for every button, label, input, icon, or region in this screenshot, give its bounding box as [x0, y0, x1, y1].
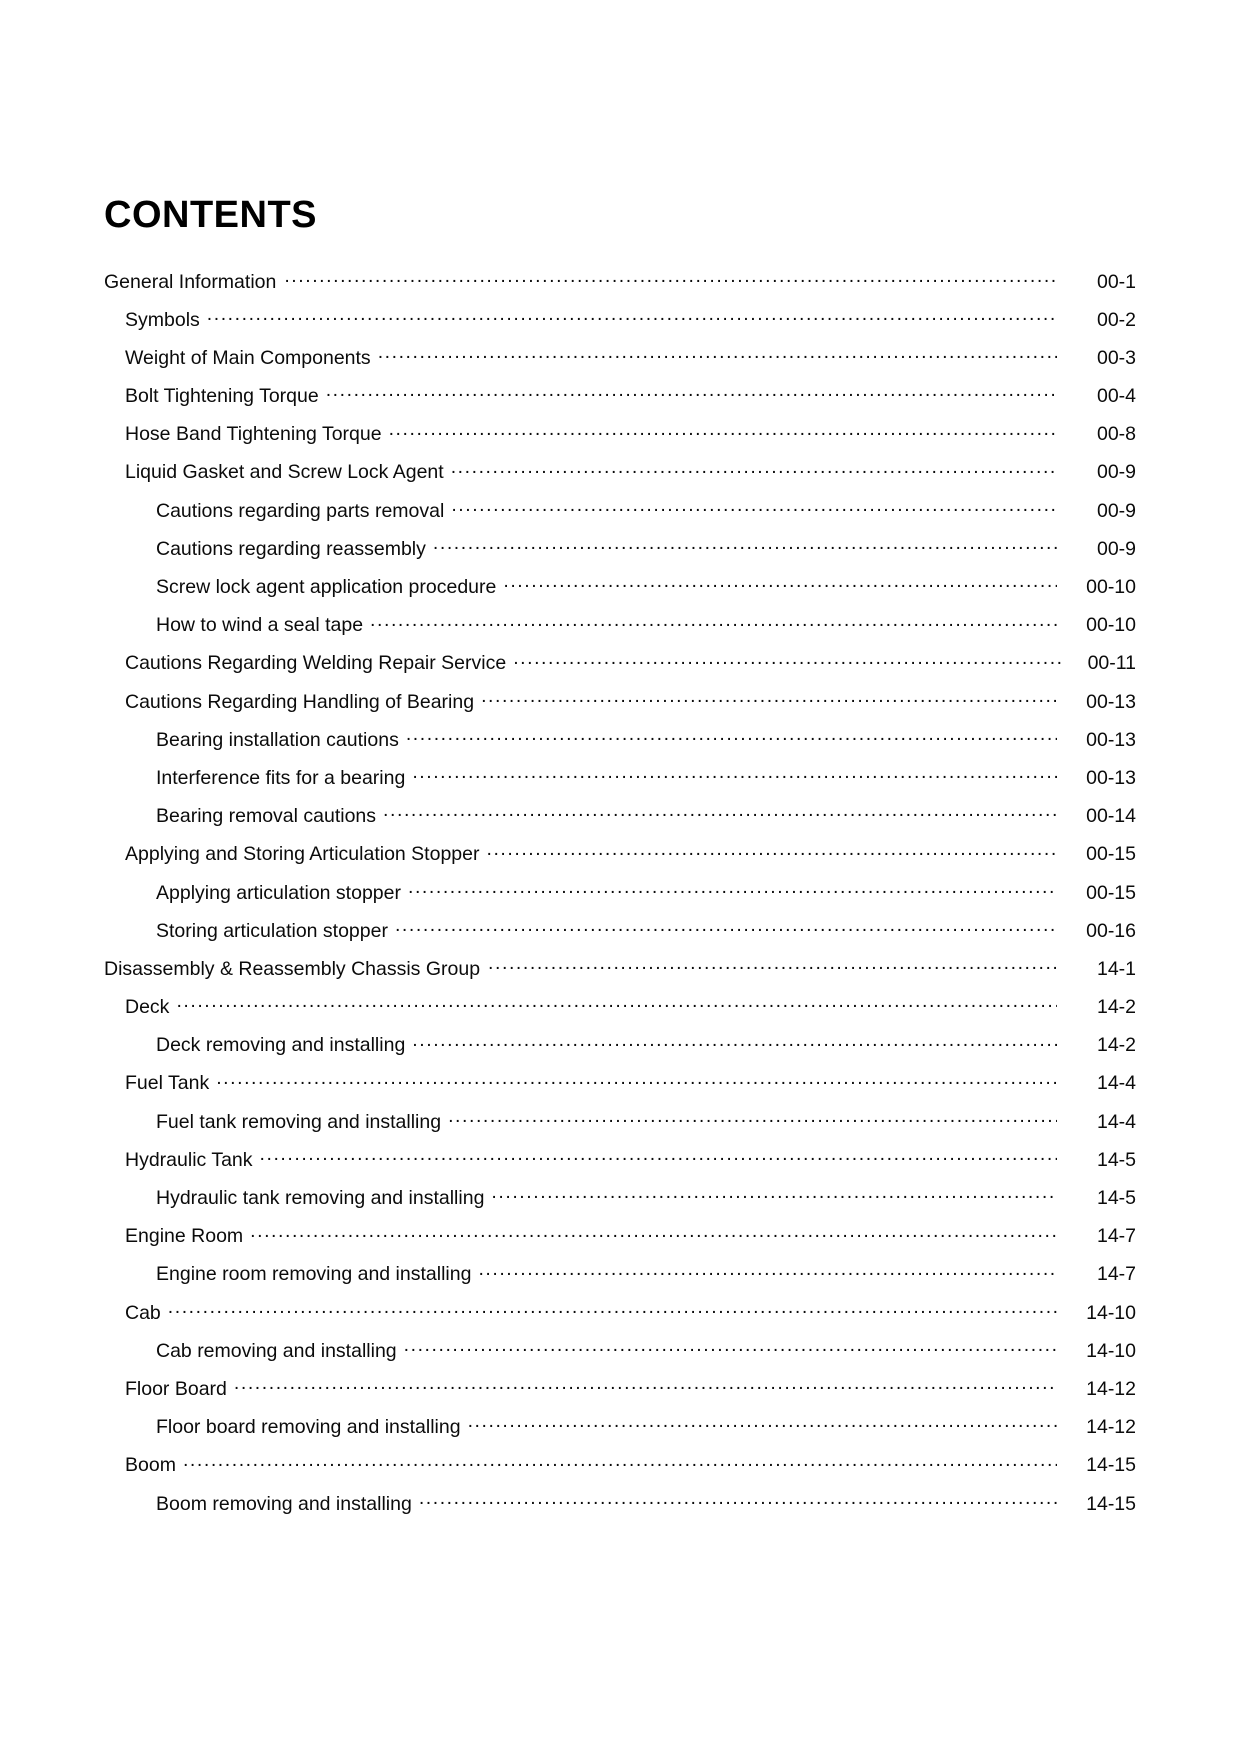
toc-entry-page-number: 14-1	[1096, 957, 1136, 980]
toc-entry-label: Bearing removal cautions	[156, 805, 377, 828]
toc-leader-dots	[404, 1337, 1057, 1357]
toc-entry-label: Boom removing and installing	[156, 1492, 412, 1515]
toc-leader-dots	[176, 994, 1057, 1014]
toc-leader-dots	[395, 917, 1057, 937]
toc-entry-label: Disassembly & Reassembly Chassis Group	[104, 957, 481, 980]
toc-entry-label: Applying and Storing Articulation Stopper	[125, 843, 480, 866]
toc-entry[interactable]	[156, 535, 1136, 559]
toc-entry-page-number: 14-7	[1096, 1225, 1136, 1248]
toc-leader-dots	[389, 421, 1057, 441]
toc-entry-page-number: 00-9	[1096, 461, 1136, 484]
toc-entry-label: Cautions Regarding Handling of Bearing	[125, 690, 475, 713]
toc-entry-label: Floor board removing and installing	[156, 1416, 461, 1439]
toc-entry[interactable]	[125, 306, 1136, 330]
toc-leader-dots	[419, 1490, 1057, 1510]
toc-entry[interactable]	[156, 574, 1136, 598]
toc-leader-dots	[513, 650, 1064, 670]
toc-entry-label: Engine room removing and installing	[156, 1263, 472, 1286]
toc-entry[interactable]	[125, 421, 1136, 445]
toc-entry-page-number: 00-16	[1086, 919, 1136, 942]
toc-entry[interactable]	[156, 1108, 1136, 1132]
toc-entry[interactable]	[156, 1032, 1136, 1056]
toc-leader-dots	[216, 1070, 1057, 1090]
toc-leader-dots	[412, 1032, 1057, 1052]
toc-entry-label: Symbols	[125, 308, 200, 331]
toc-entry[interactable]	[125, 1223, 1136, 1247]
toc-entry-page-number: 14-15	[1086, 1492, 1136, 1515]
toc-entry-page-number: 14-2	[1096, 996, 1136, 1019]
toc-entry-label: How to wind a seal tape	[156, 614, 364, 637]
toc-leader-dots	[503, 574, 1057, 594]
toc-entry[interactable]	[156, 803, 1136, 827]
toc-entry[interactable]	[125, 650, 1136, 674]
toc-leader-dots	[433, 535, 1057, 555]
toc-leader-dots	[378, 344, 1057, 364]
toc-entry-label: Applying articulation stopper	[156, 881, 401, 904]
toc-leader-dots	[408, 879, 1057, 899]
toc-leader-dots	[183, 1452, 1057, 1472]
toc-entry-page-number: 00-13	[1086, 728, 1136, 751]
toc-entry-page-number: 14-12	[1086, 1377, 1136, 1400]
toc-entry[interactable]	[125, 994, 1136, 1018]
toc-entry[interactable]	[156, 726, 1136, 750]
toc-leader-dots	[234, 1375, 1057, 1395]
toc-entry-label: General Information	[104, 270, 277, 293]
toc-entry-page-number: 14-5	[1096, 1148, 1136, 1171]
toc-leader-dots	[168, 1299, 1057, 1319]
toc-entry[interactable]	[156, 497, 1136, 521]
toc-entry-page-number: 14-2	[1096, 1034, 1136, 1057]
toc-entry-page-number: 14-4	[1096, 1072, 1136, 1095]
toc-entry-label: Liquid Gasket and Screw Lock Agent	[125, 461, 444, 484]
toc-entry-label: Weight of Main Components	[125, 346, 371, 369]
toc-entry[interactable]	[125, 344, 1136, 368]
toc-entry-page-number: 14-10	[1086, 1339, 1136, 1362]
toc-entry-label: Hydraulic tank removing and installing	[156, 1187, 485, 1209]
toc-entry-label: Fuel Tank	[125, 1072, 210, 1095]
toc-entry-page-number: 14-5	[1096, 1187, 1136, 1209]
toc-entry[interactable]	[156, 1490, 1136, 1514]
toc-leader-dots	[326, 383, 1057, 403]
toc-entry[interactable]	[156, 1414, 1136, 1438]
toc-leader-dots	[478, 1261, 1057, 1281]
toc-list	[104, 268, 1136, 1514]
toc-entry[interactable]	[125, 1146, 1136, 1170]
toc-entry-page-number: 00-1	[1096, 270, 1136, 293]
toc-entry-page-number: 00-9	[1096, 537, 1136, 560]
toc-entry[interactable]	[156, 917, 1136, 941]
toc-entry-label: Boom	[125, 1454, 176, 1477]
toc-entry-page-number: 00-8	[1096, 423, 1136, 446]
toc-entry-page-number: 14-7	[1096, 1263, 1136, 1286]
toc-leader-dots	[448, 1108, 1057, 1128]
toc-entry-label: Cautions regarding parts removal	[156, 499, 445, 522]
toc-entry-page-number: 14-15	[1086, 1454, 1136, 1477]
toc-entry-label: Bearing installation cautions	[156, 728, 399, 751]
toc-entry[interactable]	[156, 764, 1136, 788]
toc-leader-dots	[412, 764, 1057, 784]
toc-leader-dots	[481, 688, 1057, 708]
toc-entry-page-number: 00-4	[1096, 385, 1136, 408]
toc-leader-dots	[284, 268, 1057, 288]
toc-entry[interactable]	[104, 955, 1136, 979]
toc-entry-label: Fuel tank removing and installing	[156, 1110, 442, 1133]
toc-entry-page-number: 00-10	[1086, 614, 1136, 637]
toc-leader-dots	[370, 612, 1057, 632]
toc-entry-page-number: 00-10	[1086, 576, 1136, 598]
toc-leader-dots	[451, 459, 1057, 479]
toc-entry-page-number: 00-15	[1086, 843, 1136, 866]
toc-entry-label: Cab removing and installing	[156, 1339, 397, 1362]
toc-entry-page-number: 00-3	[1096, 346, 1136, 369]
toc-entry[interactable]	[156, 1185, 1136, 1209]
toc-entry-page-number: 00-15	[1086, 881, 1136, 904]
toc-leader-dots	[250, 1223, 1057, 1243]
toc-entry[interactable]	[125, 1070, 1136, 1094]
toc-leader-dots	[260, 1146, 1057, 1166]
toc-entry-page-number: 00-9	[1096, 499, 1136, 522]
toc-leader-dots	[451, 497, 1057, 517]
toc-entry[interactable]	[125, 688, 1136, 712]
toc-entry[interactable]	[104, 268, 1136, 292]
toc-entry-label: Floor Board	[125, 1377, 227, 1400]
toc-entry-label: Interference fits for a bearing	[156, 766, 406, 789]
toc-entry-label: Bolt Tightening Torque	[125, 385, 319, 408]
toc-entry-label: Cautions regarding reassembly	[156, 537, 426, 560]
toc-entry[interactable]	[125, 841, 1136, 865]
toc-entry-page-number: 00-2	[1096, 308, 1136, 331]
toc-entry-page-number: 14-10	[1086, 1301, 1136, 1324]
toc-entry-page-number: 00-13	[1086, 766, 1136, 789]
toc-entry[interactable]	[125, 1375, 1136, 1399]
toc-leader-dots	[383, 803, 1057, 823]
toc-entry[interactable]	[125, 383, 1136, 407]
toc-leader-dots	[468, 1414, 1057, 1434]
toc-entry-label: Screw lock agent application procedure	[156, 576, 497, 598]
toc-entry-label: Deck	[125, 996, 170, 1019]
toc-entry[interactable]	[125, 459, 1136, 483]
toc-entry[interactable]	[125, 1452, 1136, 1476]
toc-entry-label: Hose Band Tightening Torque	[125, 423, 382, 446]
toc-leader-dots	[207, 306, 1057, 326]
toc-leader-dots	[491, 1185, 1057, 1205]
toc-entry-label: Engine Room	[125, 1225, 244, 1248]
toc-leader-dots	[488, 955, 1057, 975]
toc-entry[interactable]	[156, 879, 1136, 903]
toc-entry[interactable]	[156, 612, 1136, 636]
toc-content-area	[104, 196, 1136, 1528]
toc-entry-page-number: 00-11	[1087, 652, 1136, 675]
toc-entry[interactable]	[156, 1261, 1136, 1285]
toc-entry-label: Deck removing and installing	[156, 1034, 406, 1057]
toc-entry-label: Cab	[125, 1301, 161, 1324]
toc-leader-dots	[486, 841, 1057, 861]
toc-entry-label: Storing articulation stopper	[156, 919, 388, 942]
toc-entry-page-number: 00-13	[1086, 690, 1136, 713]
toc-entry[interactable]	[125, 1299, 1136, 1323]
toc-entry[interactable]	[156, 1337, 1136, 1361]
toc-leader-dots	[406, 726, 1057, 746]
page-title: CONTENTS	[104, 194, 317, 236]
toc-entry-label: Cautions Regarding Welding Repair Service	[125, 652, 507, 675]
toc-entry-page-number: 00-14	[1086, 805, 1136, 828]
toc-entry-label: Hydraulic Tank	[125, 1148, 253, 1171]
toc-entry-page-number: 14-4	[1096, 1110, 1136, 1133]
toc-entry-page-number: 14-12	[1086, 1416, 1136, 1439]
